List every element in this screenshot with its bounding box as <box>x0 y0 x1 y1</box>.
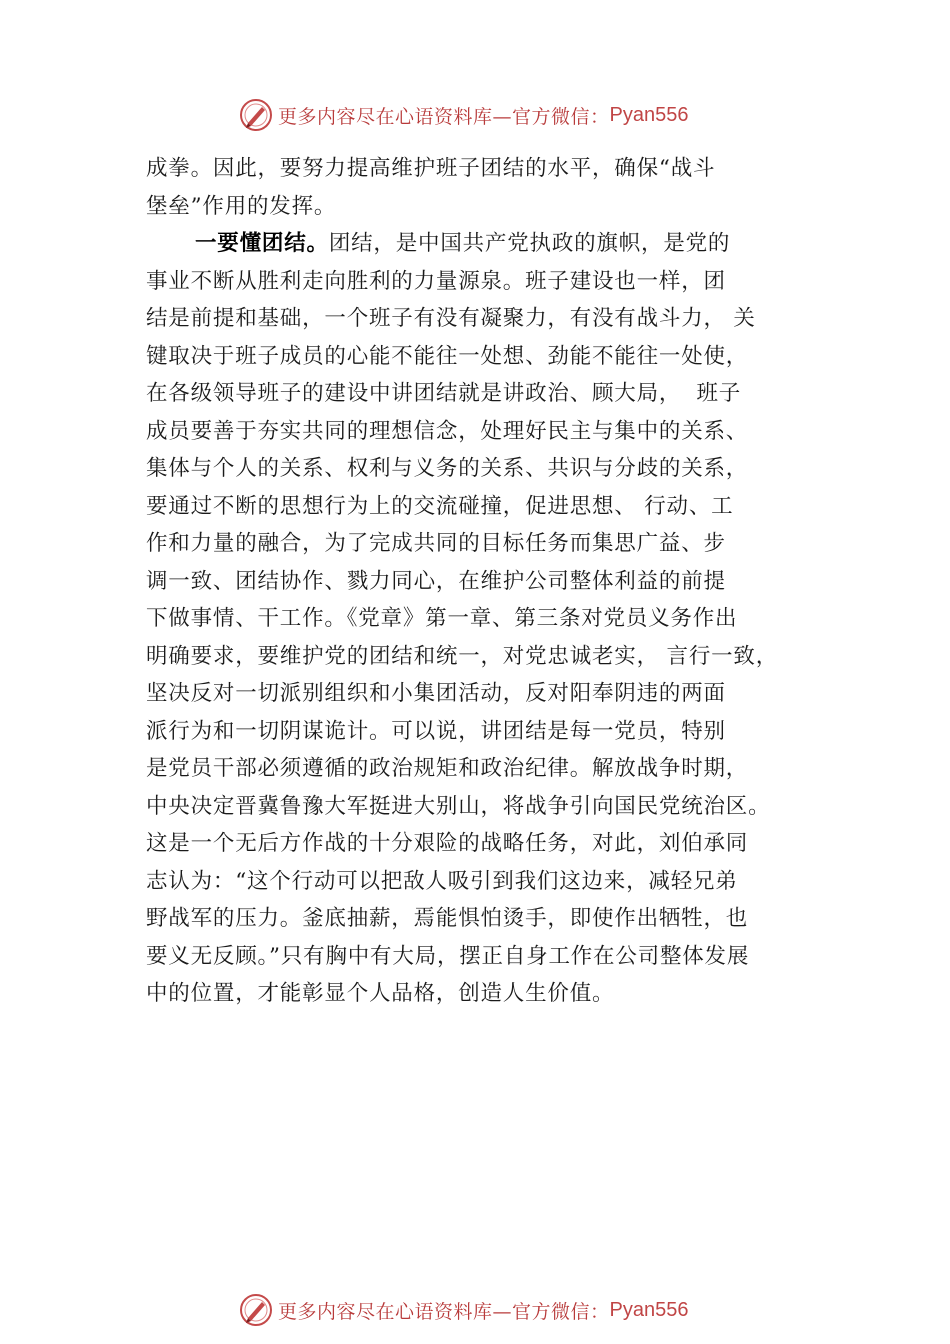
body-line: 结是前提和基础，一个班子有没有凝聚力，有没有战斗力， 关 <box>146 306 756 331</box>
header-wechat-id: Pyan556 <box>609 103 689 126</box>
footer-wechat-id: Pyan556 <box>609 1298 689 1321</box>
body-line: 键取决于班子成员的心能不能往一处想、劲能不能往一处使， <box>146 343 749 369</box>
paragraph-lead-text: 团结，是中国共产党执政的旗帜，是党的 <box>328 231 731 256</box>
body-line: 要义无反顾。”只有胸中有大局，摆正自身工作在公司整体发展 <box>146 943 750 969</box>
body-line: 下做事情、干工作。《党章》第一章、第三条对党员义务作出 <box>146 606 738 631</box>
pen-seal-logo-icon <box>238 1292 274 1328</box>
body-line: 集体与个人的关系、权利与义务的关系、共识与分歧的关系， <box>146 456 749 481</box>
body-line: 明确要求，要维护党的团结和统一，对党忠诚老实， 言行一致， <box>146 643 779 669</box>
header-banner-text: 更多内容尽在心语资料库—官方微信： <box>278 105 610 128</box>
body-line: 调一致、团结协作、戮力同心，在维护公司整体利益的前提 <box>146 568 726 594</box>
footer-banner <box>238 1290 688 1330</box>
body-line: 堡垒”作用的发挥。 <box>146 193 337 219</box>
pen-seal-logo-icon <box>238 97 274 133</box>
body-line: 中的位置，才能彰显个人品格，创造人生价值。 <box>146 981 615 1006</box>
body-line: 志认为：“这个行动可以把敌人吸引到我们这边来，减轻兄弟 <box>146 868 738 894</box>
body-line: 作和力量的融合，为了完成共同的目标任务而集思广益、步 <box>146 531 726 556</box>
body-line: 事业不断从胜利走向胜利的力量源泉。班子建设也一样，团 <box>146 268 726 294</box>
paragraph-lead-line <box>146 225 836 263</box>
footer-banner-text: 更多内容尽在心语资料库—官方微信： <box>278 1300 610 1323</box>
body-line: 野战军的压力。釜底抽薪，焉能惧怕烫手，即使作出牺牲，也 <box>146 906 749 931</box>
document-body <box>146 150 836 1013</box>
body-line: 中央决定晋冀鲁豫大军挺进大别山，将战争引向国民党统治区。 <box>146 793 771 819</box>
body-line: 成拳。因此，要努力提高维护班子团结的水平，确保“战斗 <box>146 156 716 181</box>
body-line: 要通过不断的思想行为上的交流碰撞，促进思想、 行动、工 <box>146 493 734 519</box>
body-line: 这是一个无后方作战的十分艰险的战略任务，对此，刘伯承同 <box>146 831 749 856</box>
body-line: 派行为和一切阴谋诡计。可以说，讲团结是每一党员，特别 <box>146 718 726 744</box>
paragraph-heading: 一要懂团结。 <box>195 231 329 256</box>
body-line: 是党员干部必须遵循的政治规矩和政治纪律。解放战争时期， <box>146 756 749 781</box>
body-line: 在各级领导班子的建设中讲团结就是讲政治、顾大局， 班子 <box>146 381 742 406</box>
body-line: 坚决反对一切派别组织和小集团活动，反对阳奉阴违的两面 <box>146 681 726 706</box>
header-banner <box>238 95 688 135</box>
body-line: 成员要善于夯实共同的理想信念，处理好民主与集中的关系、 <box>146 418 749 444</box>
